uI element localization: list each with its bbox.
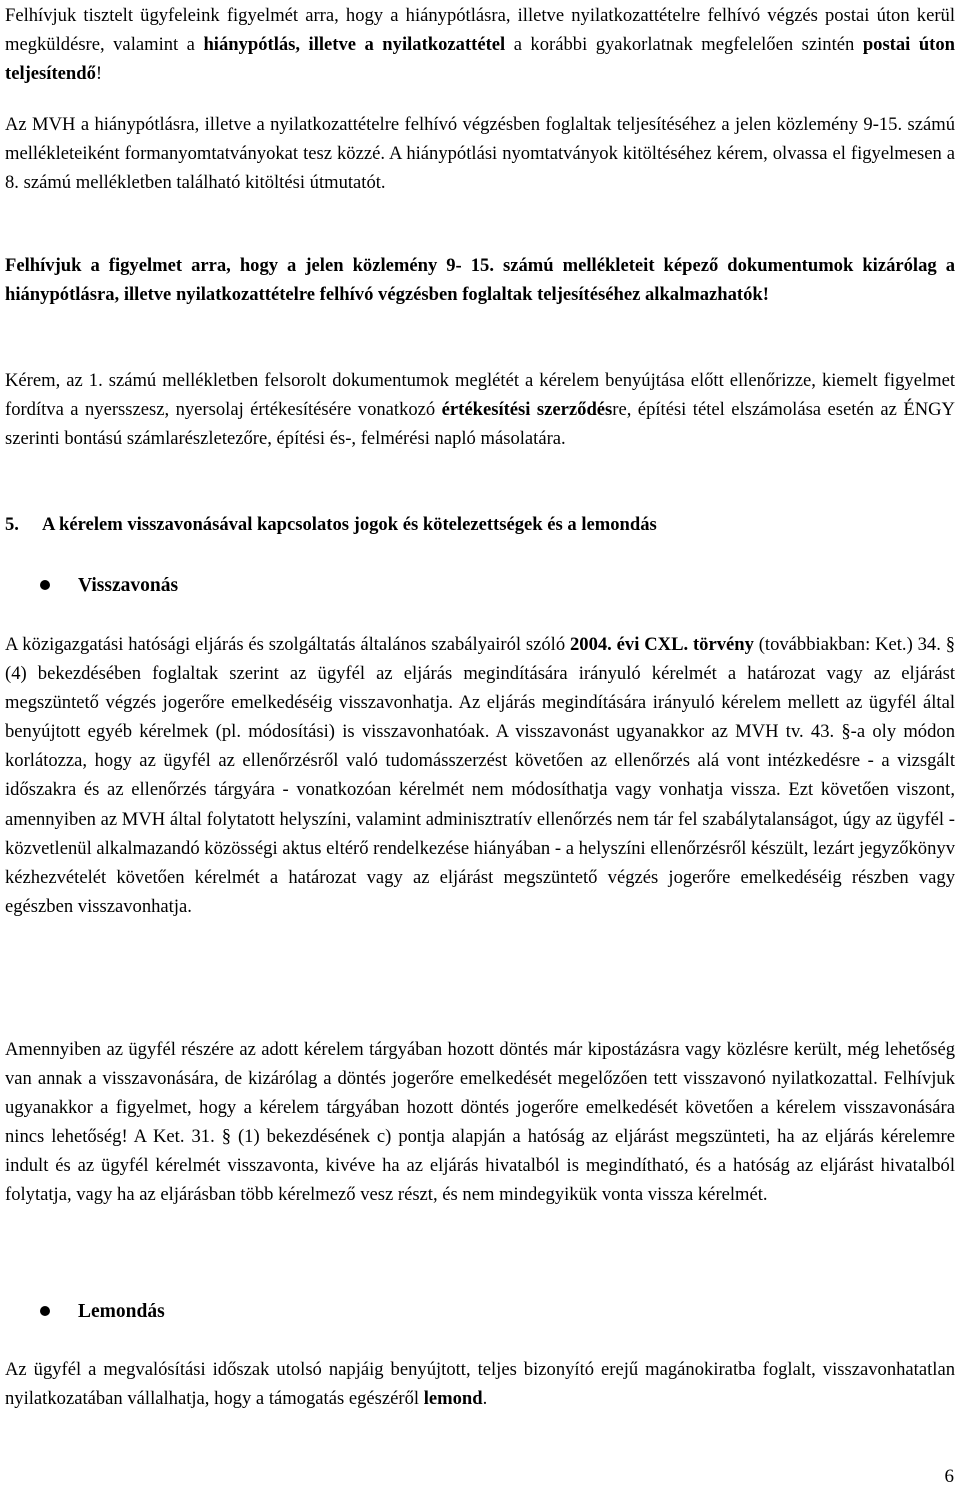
text-run: Amennyiben az ügyfél részére az adott kérelem tárgyában hozott döntés már kipostázásra vagy közlésre került, még lehetőség van annak a visszavonására, de kizárólag a döntés jogerőre emelkedését megelőzően tett visszavonó nyilatkozattal. Felhívjuk ugyanakkor a figyelmet, hogy a kérelem tárgyában hozott döntés jogerőre emelkedését követően a kérelem visszavonására nincs lehetőség! A Ket. 31. § (1) bekezdésének c) pontja alapján a hatóság az eljárást megszünteti, ha az eljárás kérelemre indult és az ügyfél kérelmét visszavonta, kivéve ha az eljárás hivatalból is megindítható, és a hatóság az eljárást hivatalból folytatja, vagy ha az eljárásban több kérelmező vesz részt, és nem mindegyikük vonta vissza kérelmét. [5,1039,955,1206]
text-run: Felhívjuk a figyelmet arra, hogy a jelen közlemény 9- 15. számú mellékleteit képező dokumentumok kizárólag a hiánypótlásra, illetve nyilatkozattételre felhívó végzésben foglaltak teljesítéséhez alkalmazhatók! [5,255,955,306]
paragraph-withdrawal-decision [5,1035,955,1210]
paragraph-notice-postal [5,1,955,88]
text-run: értékesítési szerződés [441,399,613,421]
text-run: lemond [423,1388,483,1410]
text-run: A közigazgatási hatósági eljárás és szolgáltatás általános szabályairól szóló [5,634,570,655]
bullet-dot-icon [40,1306,50,1316]
paragraph-documents-check [5,366,955,453]
paragraph-attention [5,251,955,309]
text-run: re, építési tétel elszámolása esetén az ÉNGY szerinti bontású számlarészletezőre, építési és-, felmérési napló másolatára. [5,399,955,450]
paragraph-waiver [5,1355,955,1413]
text-run: Kérem, az 1. számú mellékletben felsorolt dokumentumok meglétét a kérelem benyújtása előtt ellenőrizze, kiemelt figyelmet fordítva a nyersszesz, nyersolaj értékesítésére vonatkozó [5,370,955,421]
text-run: Felhívjuk tisztelt ügyfeleink figyelmét arra, hogy a hiánypótlásra, illetve nyilatkozattételre felhívó végzés postai úton kerül megküldésre, valamint a [5,5,955,56]
bullet-label: Visszavonás [78,575,179,596]
bullet-item-lemondas [40,1297,165,1326]
text-run: . [482,1388,488,1410]
bullet-label: Lemondás [78,1301,165,1322]
text-run: 2004. évi CXL. törvény [569,634,754,655]
bullet-dot-icon [40,580,50,590]
paragraph-withdrawal-rules [5,630,955,921]
section-title: A kérelem visszavonásával kapcsolatos jogok és kötelezettségek és a lemondás [42,514,657,535]
text-run: Az ügyfél a megvalósítási időszak utolsó napjáig benyújtott, teljes bizonyító erejű magánokiratba foglalt, visszavonhatatlan nyilatkozatában vállalhatja, hogy a támogatás egészéről [5,1359,955,1410]
bullet-item-visszavonas [40,571,178,600]
text-run: (továbbiakban: Ket.) 34. § (4) bekezdésében foglaltak szerint az ügyfél az eljárás megindítására irányuló kérelmét a határozat vagy az eljárást megszüntető végzés jogerőre emelkedéséig visszavonhatja. Az eljárás megindítására irányuló kérelem mellett az ügyfél által benyújtott egyéb kérelmek (pl. módosítási) is visszavonhatóak. A visszavonást ugyanakkor az MVH tv. 43. §-a oly módon korlátozza, hogy az ügyfél az ellenőrzésről való tudomásszerzést követően az ellenőrzés alá vont intézkedésre - a vizsgált időszakra és az ellenőrzés tárgyára - vonatkozóan kérelmét nem módosíthatja vagy vonhatja vissza. Ezt követően viszont, amennyiben az MVH által folytatott helyszíni, valamint adminisztratív ellenőrzés nem tár fel szabálytalanságot, úgy az ügyfél - közvetlenül alkalmazandó közösségi aktus eltérő rendelkezése hiányában - a helyszíni ellenőrzésről készült, lezárt jegyzőkönyv kézhezvételét követően kérelmét a határozat vagy az eljárást megszüntető végzés jogerőre emelkedéséig részben vagy egészben visszavonhatja. [5,634,955,917]
text-run: ! [95,63,103,85]
section-number: 5. [5,514,19,535]
text-run: hiánypótlás, illetve a nyilatkozattétel [203,34,506,56]
text-run: postai úton teljesítendő [5,34,955,85]
section-heading [5,510,657,539]
text-run: Az MVH a hiánypótlásra, illetve a nyilatkozattételre felhívó végzésben foglaltak teljesítéséhez a jelen közlemény 9-15. számú mellékleteiként formanyomtatványokat tesz közzé. A hiánypótlási nyomtatványok kitöltéséhez kérem, olvassa el figyelmesen a 8. számú mellékletben található kitöltési útmutatót. [5,114,955,194]
text-run: a korábbi gyakorlatnak megfelelően szintén [505,34,863,56]
paragraph-forms [5,110,955,197]
page-number: 6 [944,1466,954,1487]
